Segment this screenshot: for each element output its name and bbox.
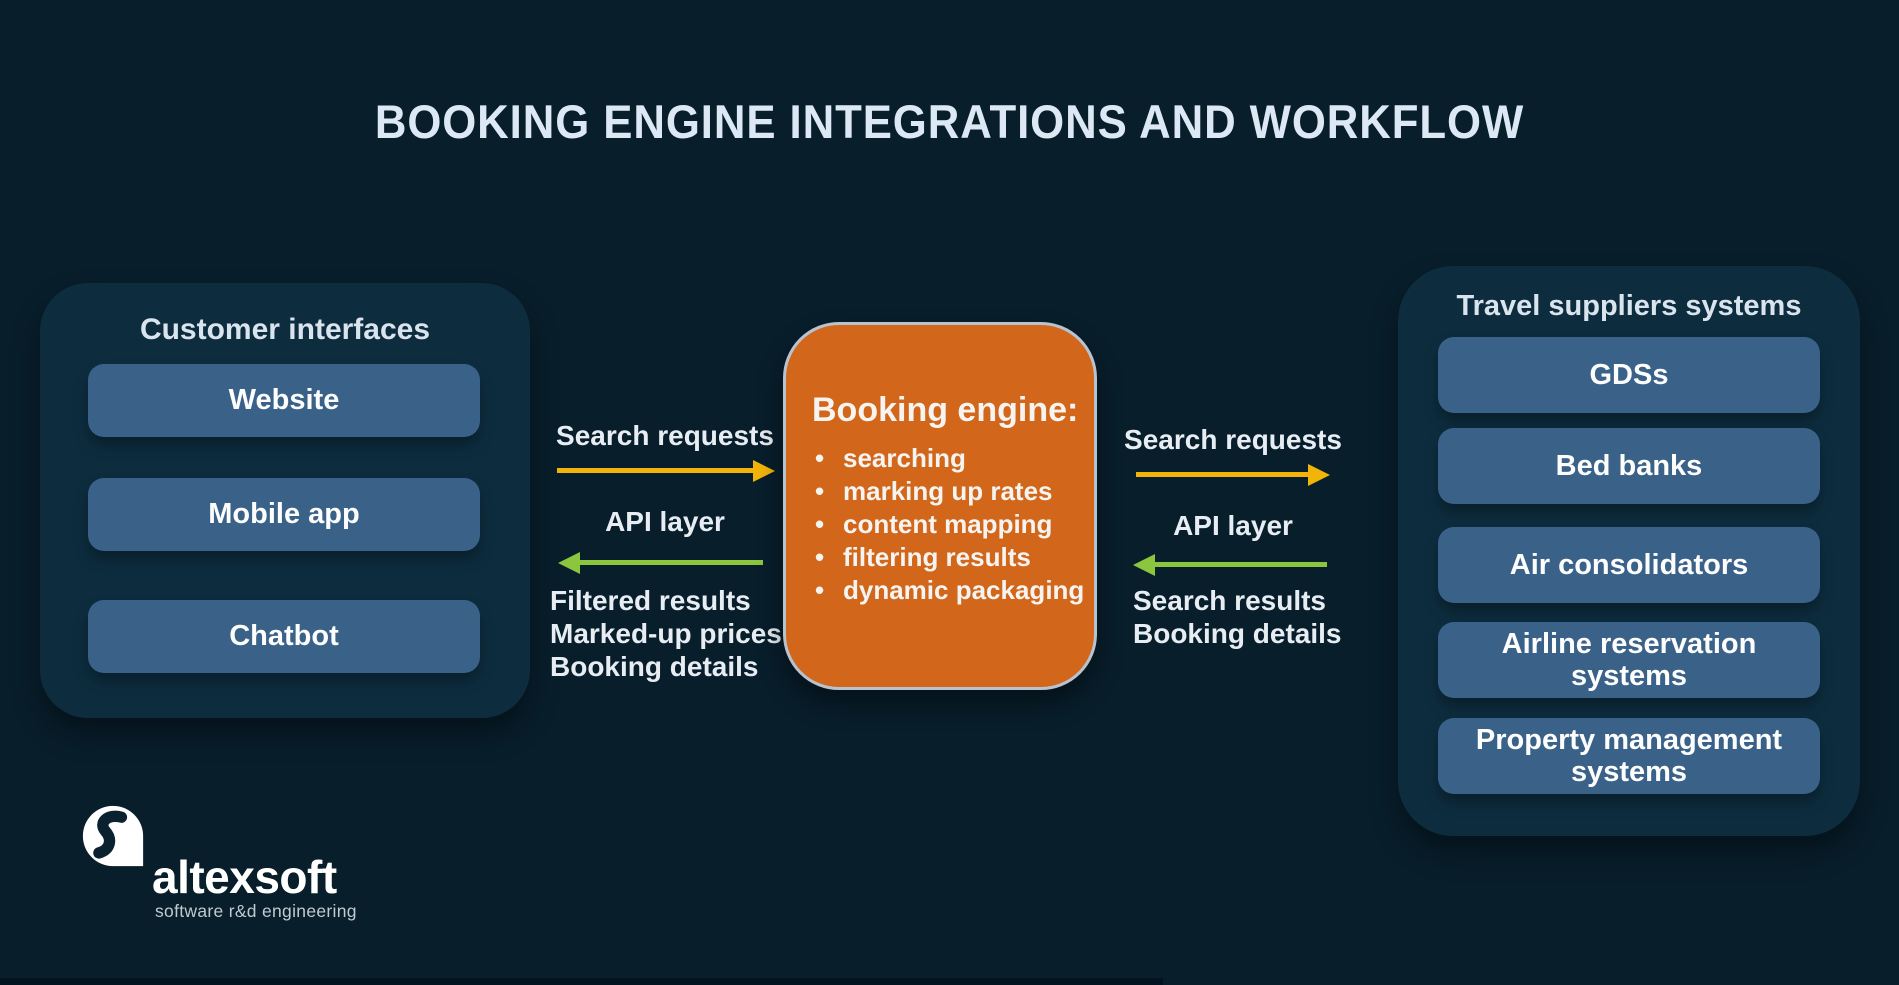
engine-bullet: • content mapping [812, 508, 1082, 541]
node-property-management-systems: Property management systems [1438, 718, 1820, 794]
booking-engine-title: Booking engine: [812, 391, 1079, 429]
right-results-arrow-icon [1155, 562, 1327, 567]
right-search-requests-label: Search requests [1124, 424, 1342, 455]
right-api-layer-label: API layer [1173, 510, 1293, 541]
left-results-arrow-icon [580, 560, 763, 565]
left-search-requests-arrow-icon [557, 468, 753, 473]
left-search-requests-label: Search requests [556, 420, 774, 451]
node-mobile-app: Mobile app [88, 478, 480, 551]
node-bed-banks: Bed banks [1438, 428, 1820, 504]
suppliers-panel-title: Travel suppliers systems [1456, 290, 1802, 322]
customer-panel-title: Customer interfaces [139, 313, 431, 346]
customer-interfaces-panel [40, 283, 530, 718]
booking-engine-bullets [812, 442, 1085, 607]
engine-bullet: • searching [812, 442, 1082, 475]
engine-bullet: • filtering results [812, 541, 1082, 574]
travel-suppliers-panel [1398, 266, 1860, 836]
right-response-lines [1133, 584, 1341, 650]
altexsoft-logo-tagline: software r&d engineering [155, 901, 357, 921]
altexsoft-logo-mark-icon [80, 804, 146, 873]
right-search-requests-arrow-icon [1136, 472, 1308, 477]
node-chatbot: Chatbot [88, 600, 480, 673]
booking-engine-box [783, 322, 1097, 690]
altexsoft-logo-wordmark: altexsoft [152, 851, 337, 903]
engine-bullet: • dynamic packaging [812, 574, 1082, 607]
engine-bullet: • marking up rates [812, 475, 1082, 508]
left-response-lines [550, 584, 782, 683]
response-line: Search results [1133, 585, 1326, 616]
decorative-bottom-strip [0, 978, 1163, 985]
left-api-layer-label: API layer [605, 506, 725, 537]
node-airline-reservation-systems: Airline reservation systems [1438, 622, 1820, 698]
node-website: Website [88, 364, 480, 437]
node-gds: GDSs [1438, 337, 1820, 413]
response-line: Filtered results [550, 585, 751, 616]
node-air-consolidators: Air consolidators [1438, 527, 1820, 603]
response-line: Booking details [550, 651, 759, 682]
page-title: BOOKING ENGINE INTEGRATIONS AND WORKFLOW [374, 95, 1525, 148]
response-line: Marked-up prices [550, 618, 782, 649]
response-line: Booking details [1133, 618, 1342, 649]
